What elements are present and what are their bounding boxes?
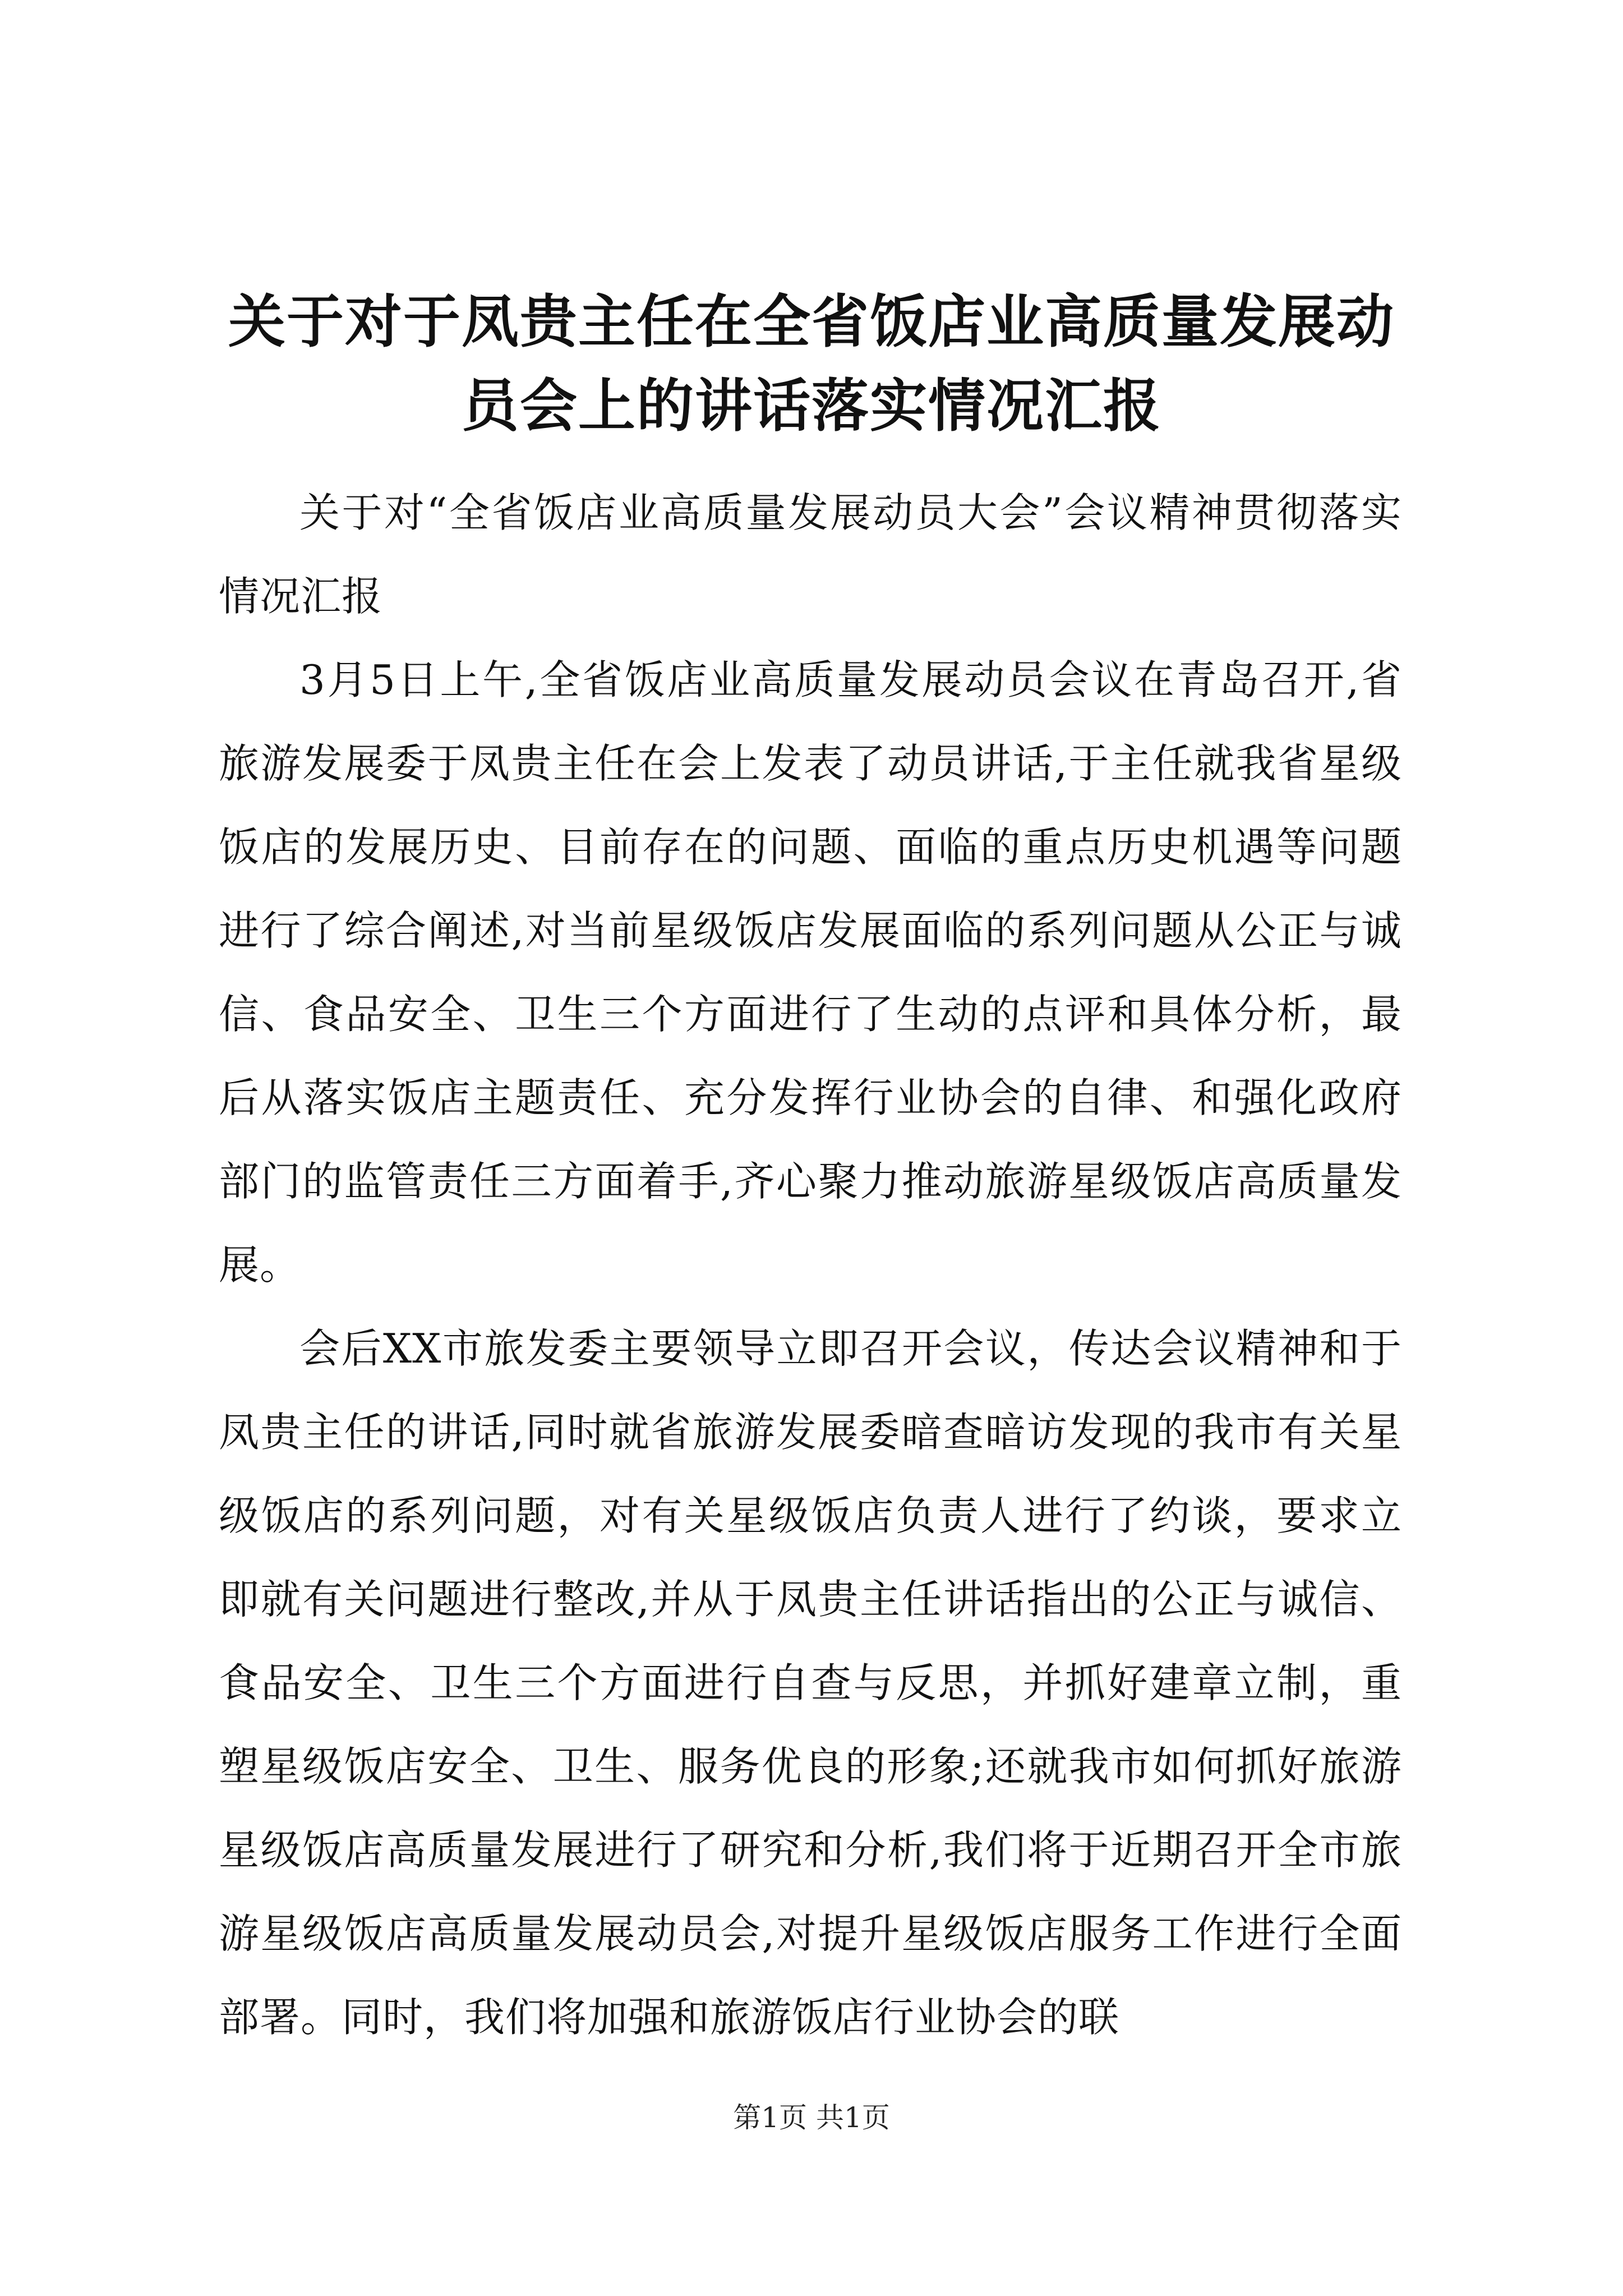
document-body — [219, 471, 1402, 2059]
paragraph-follow-up: 会后XX市旅发委主要领导立即召开会议，传达会议精神和于凤贵主任的讲话,同时就省旅游发展委暗查暗访发现的我市有关星级饭店的系列问题，对有关星级饭店负责人进行了约谈，要求立即就有关问题进行整改,并从于凤贵主任讲话指出的公正与诚信、食品安全、卫生三个方面进行自查与反思，并抓好建章立制，重塑星级饭店安全、卫生、服务优良的形象;还就我市如何抓好旅游星级饭店高质量发展进行了研究和分析,我们将于近期召开全市旅游星级饭店高质量发展动员会,对提升星级饭店服务工作进行全面部署。同时，我们将加强和旅游饭店行业协会的联 — [219, 1325, 1402, 2041]
paragraph-meeting-summary: 3月5日上午,全省饭店业高质量发展动员会议在青岛召开,省旅游发展委于凤贵主任在会上发表了动员讲话,于主任就我省星级饭店的发展历史、目前存在的问题、面临的重点历史机遇等问题进行了综合阐述,对当前星级饭店发展面临的系列问题从公正与诚信、食品安全、卫生三个方面进行了生动的点评和具体分析，最后从落实饭店主题责任、充分发挥行业协会的自律、和强化政府部门的监管责任三方面着手,齐心聚力推动旅游星级饭店高质量发展。 — [219, 656, 1402, 1289]
document-title: 关于对于凤贵主任在全省饭店业高质量发展动员会上的讲话落实情况汇报 — [228, 289, 1395, 440]
page-footer: 第1页 共1页 — [733, 2101, 890, 2134]
paragraph-subtitle: 关于对“全省饭店业高质量发展动员大会”会议精神贯彻落实情况汇报 — [219, 489, 1402, 620]
